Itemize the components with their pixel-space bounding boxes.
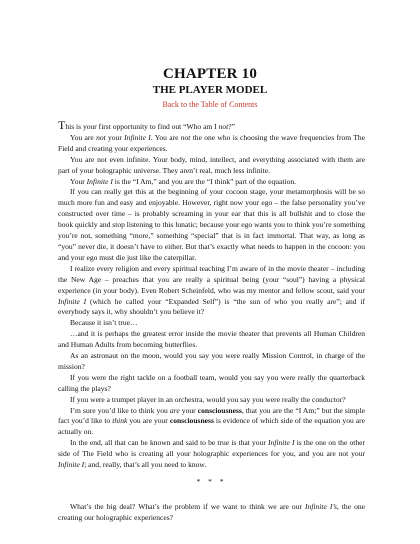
paragraph: You are not even infinite. Your body, mind, intellect, and everything associated with them are part of your holographic universe. They aren’t real, much less infinite. xyxy=(58,154,365,175)
paragraph: You are not your Infinite I. You are not the one who is choosing the wave frequencies from The Field and creating your experiences. xyxy=(58,132,365,153)
paragraph: If you can really get this at the beginning of your cocoon stage, your metamorphosis will be so much more fun and easy and enjoyable. However, right now your ego – the false personality you’ve constructed over time – is probably screaming in your ear that this is all bullshit and to close the book quickly and stop listening to this lunatic; because your ego wants you to think you’re something you’re not, something “more,” something “special” that is in fact immortal. That way, as long as “you” never die, it doesn’t have to either. But that’s exactly what needs to happen in the cocoon: you and your ego must die just like the caterpillar. xyxy=(58,187,365,262)
paragraph: This is your first opportunity to find out “Who am I not?” xyxy=(58,118,235,132)
paragraph: What’s the big deal? What’s the problem if we want to think we are our Infinite I’s, the one creating our holographic experiences? xyxy=(58,501,365,522)
paragraph: I’m sure you’d like to think you are your consciousness, that you are the “I Am;” but the simple fact you’d like to think you are your consciousness is evidence of which side of the equation you are actually on. xyxy=(58,405,366,437)
chapter-body xyxy=(58,120,365,524)
paragraph: …and it is perhaps the greatest error inside the movie theater that prevents all Human Children and Human Adults from becoming butterflies. xyxy=(58,329,365,350)
paragraph: In the end, all that can be known and said to be true is that your Infinite I is the one on the other side of The Field who is creating all your holographic experiences for you, and you are not your Infinite I; and, really, that’s all you need to know. xyxy=(58,438,365,470)
section-break: * * * xyxy=(196,477,227,486)
paragraph: I realize every religion and every spiritual teaching I’m aware of in the movie theater – including the New Age – preaches that you are really a spiritual being (your “soul”) having a physical experience (in your body). Even Robert Scheinfeld, who was my mentor and fellow scout, said your Infinite I (which he called your “Expanded Self”) is “the sun of who you really are”; and if everybody says it, why shouldn’t you believe it? xyxy=(58,263,366,317)
chapter-title: THE PLAYER MODEL xyxy=(152,84,268,96)
paragraph: As an astronaut on the moon, would you say you were really Mission Control, in charge of the mission? xyxy=(58,351,365,371)
back-to-toc-link[interactable]: Back to the Table of Contents xyxy=(162,100,258,109)
paragraph: Your Infinite I is the “I Am,” and you are the “I think” part of the equation. xyxy=(70,176,297,186)
paragraph: If you were the right tackle on a football team, would you say you were really the quarterback calling the plays? xyxy=(58,372,365,393)
paragraph: Because it isn’t true… xyxy=(70,318,138,328)
chapter-number: CHAPTER 10 xyxy=(162,66,258,82)
toc-link-container xyxy=(0,100,420,109)
paragraph: If you were a trumpet player in an orchestra, would you say you were really the conductor? xyxy=(70,394,346,404)
drop-cap: T xyxy=(58,118,66,132)
